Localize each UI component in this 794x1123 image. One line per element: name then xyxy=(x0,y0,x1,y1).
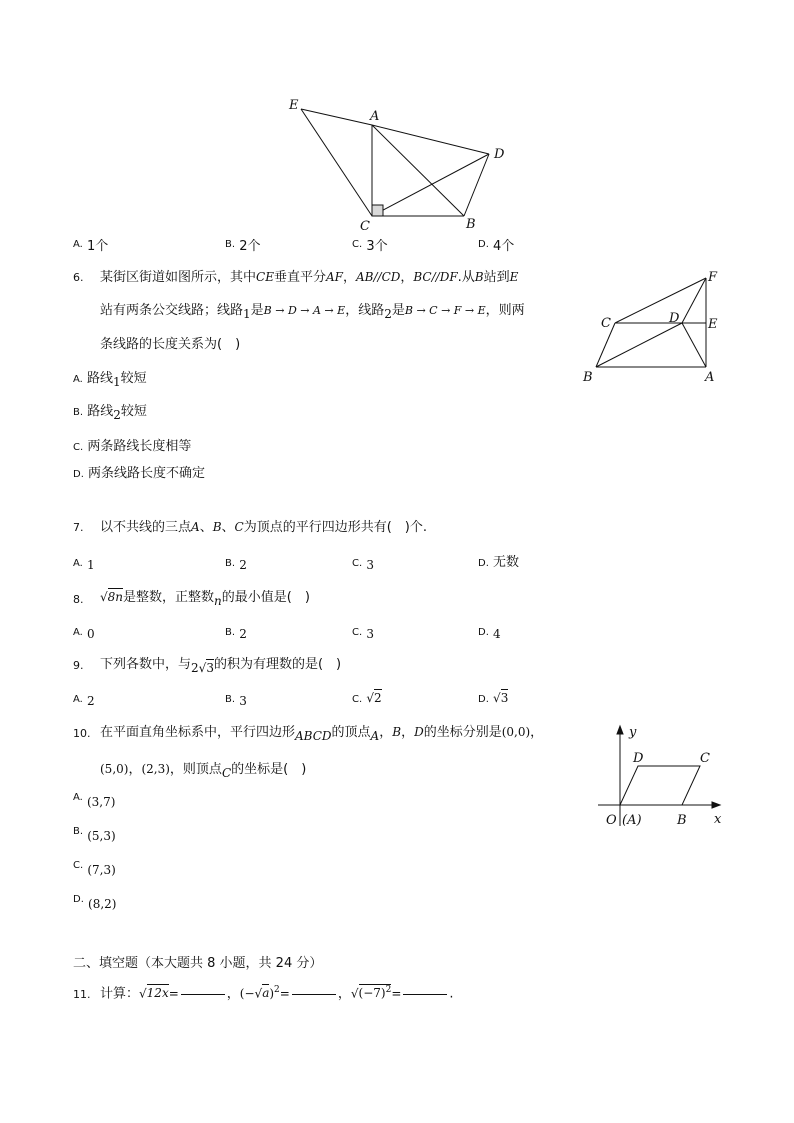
option-value: 3个 xyxy=(366,239,388,254)
option-value: 1个 xyxy=(86,239,109,254)
answer-blank-2[interactable] xyxy=(292,994,336,995)
point-label-d: D xyxy=(494,147,505,162)
q8-option-c[interactable]: C. 3 xyxy=(352,627,374,641)
option-label: B. xyxy=(225,239,236,250)
q6-option-d[interactable]: D. 两条线路长度不确定 xyxy=(73,466,206,481)
q10-stem-line1: 在平面直角坐标系中，平行四边形ABCD的顶点A，B，D的坐标分别是(0,0)， xyxy=(100,725,544,743)
x-axis-arrow xyxy=(712,802,720,808)
point-label-e: E xyxy=(289,98,299,113)
axis-label-y: y xyxy=(629,725,637,740)
y-axis-arrow xyxy=(617,726,623,734)
q10-figure xyxy=(592,722,732,832)
point-label-d: D xyxy=(669,311,680,326)
segment-cd xyxy=(372,154,489,216)
point-label-c: C xyxy=(700,751,710,766)
q6-stem-line3: 条线路的长度关系为( ) xyxy=(100,337,241,352)
q6-stem-line2: 站有两条公交线路；线路1是B → D → A → E，线路2是B → C → F → E，则两 xyxy=(100,303,525,321)
option-label: A. xyxy=(73,239,83,250)
q7-option-d[interactable]: D. 无数 xyxy=(478,555,520,570)
q9-option-b[interactable]: B. 3 xyxy=(225,694,247,708)
q6-option-b[interactable]: B. 路线2较短 xyxy=(73,404,147,422)
option-value: 4个 xyxy=(493,239,515,254)
segment-da xyxy=(682,323,706,367)
q6-option-c[interactable]: C. 两条路线长度相等 xyxy=(73,439,192,454)
q10-stem-line2: (5,0)，(2,3)，则顶点C的坐标是( ) xyxy=(100,762,307,780)
point-label-e: E xyxy=(708,317,718,332)
point-label-b: B xyxy=(677,813,687,828)
point-label-a: A xyxy=(370,109,380,124)
q6-option-a[interactable]: A. 路线1较短 xyxy=(73,371,147,389)
q8-stem: √8n是整数，正整数n的最小值是( ) xyxy=(100,590,310,608)
q7-number: 7. xyxy=(73,521,84,534)
parallelogram-abcd xyxy=(620,766,700,805)
point-label-a: (A) xyxy=(622,813,642,828)
point-label-b: B xyxy=(466,217,476,232)
q10-option-a[interactable]: $^{A.}$ (3,7) xyxy=(73,792,116,809)
segment-ea xyxy=(301,109,372,125)
q7-option-c[interactable]: C. 3 xyxy=(352,558,374,572)
q8-option-a[interactable]: A. 0 xyxy=(73,627,95,641)
q5-option-a[interactable] xyxy=(73,237,109,254)
segment-ab xyxy=(372,125,464,216)
point-label-c: C xyxy=(360,219,370,234)
q10-option-b[interactable]: $^{B.}$ (5,3) xyxy=(73,826,116,843)
option-label: C. xyxy=(352,239,363,250)
q9-option-c[interactable]: C. √2 xyxy=(352,691,382,705)
origin-label: O xyxy=(606,813,617,828)
q5-option-b[interactable] xyxy=(225,237,261,254)
point-label-a: A xyxy=(705,370,715,385)
q5-figure xyxy=(280,95,510,235)
q8-option-d[interactable]: D. 4 xyxy=(478,627,501,641)
q6-figure xyxy=(578,265,728,390)
option-label: D. xyxy=(478,239,489,250)
q8-number: 8. xyxy=(73,593,84,606)
section-title: 二、填空题（本大题共 8 小题，共 24 分） xyxy=(73,956,323,971)
q10-option-d[interactable]: $^{D.}$ (8,2) xyxy=(73,894,117,911)
answer-blank-1[interactable] xyxy=(181,994,225,995)
point-label-c: C xyxy=(601,316,611,331)
q9-stem: 下列各数中，与2√3的积为有理数的是( ) xyxy=(100,657,342,675)
q5-option-c[interactable] xyxy=(352,237,388,254)
q9-option-a[interactable]: A. 2 xyxy=(73,694,95,708)
segment-cf xyxy=(615,278,706,323)
q7-option-a[interactable]: A. 1 xyxy=(73,558,95,572)
q9-number: 9. xyxy=(73,659,84,672)
q6-number: 6. xyxy=(73,271,84,284)
q7-stem: 以不共线的三点A、B、C为顶点的平行四边形共有( )个. xyxy=(100,520,428,535)
point-label-b: B xyxy=(583,370,593,385)
q11-stem: 计算：√12x= ，$(-√a)^2=$ ，$√(-7)^2=$ . xyxy=(100,985,454,1002)
segment-ad xyxy=(372,125,489,154)
segment-df xyxy=(682,278,706,323)
segment-ec xyxy=(301,109,372,216)
segment-db xyxy=(464,154,489,216)
q5-option-d[interactable] xyxy=(478,237,515,254)
point-label-d: D xyxy=(633,751,644,766)
q7-option-b[interactable]: B. 2 xyxy=(225,558,247,572)
q10-option-c[interactable]: $^{C.}$ (7,3) xyxy=(73,860,116,877)
q10-number: 10. xyxy=(73,727,91,740)
q6-stem-line1: 某街区街道如图所示，其中CE垂直平分AF，AB//CD，BC//DF.从B站到E xyxy=(100,270,519,285)
point-label-f: F xyxy=(708,270,718,285)
q11-number: 11. xyxy=(73,988,91,1001)
q8-option-b[interactable]: B. 2 xyxy=(225,627,247,641)
axis-label-x: x xyxy=(714,812,722,827)
right-angle-mark xyxy=(372,205,383,216)
q9-option-d[interactable]: D. √3 xyxy=(478,691,509,705)
option-value: 2个 xyxy=(239,239,261,254)
answer-blank-3[interactable] xyxy=(403,994,447,995)
